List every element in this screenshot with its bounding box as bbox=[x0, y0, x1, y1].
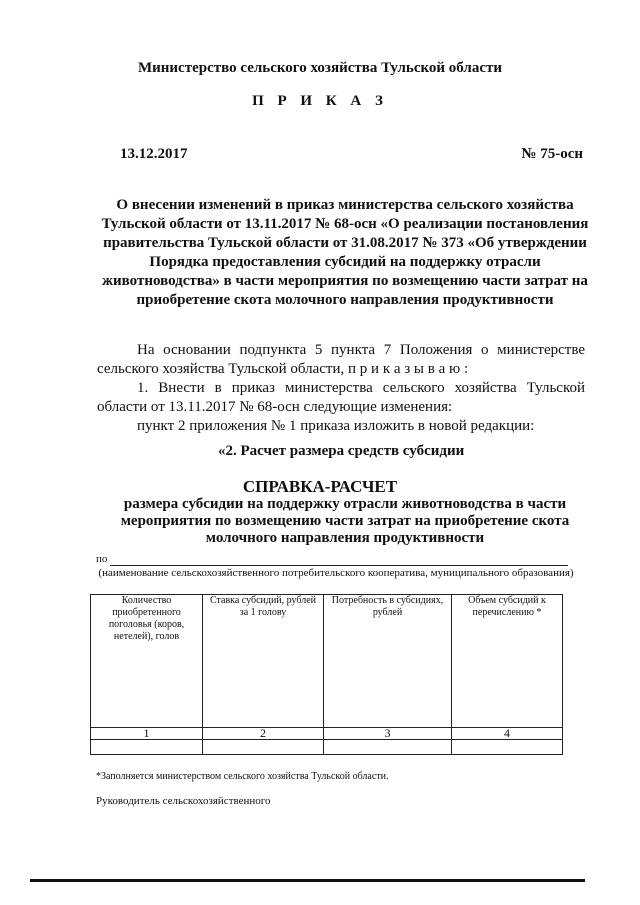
order-date: 13.12.2017 bbox=[120, 146, 188, 162]
section-title: «2. Расчет размера средств субсидии bbox=[218, 443, 465, 459]
item-1-paragraph: 1. Внести в приказ министерства сельского хозяйства Тульской области от 13.11.2017 № 68-осн следующие изменения: bbox=[97, 380, 585, 415]
footnote: *Заполняется министерством сельского хозяйства Тульской области. bbox=[96, 771, 389, 782]
spravka-subtitle: размера субсидии на поддержку отрасли животноводства в части мероприятия по возмещению части затрат на приобретение скота молочного направления продуктивности bbox=[120, 496, 570, 546]
page-bottom-rule bbox=[30, 879, 585, 882]
organization-name-caption: (наименование сельскохозяйственного потребительского кооператива, муниципального образования) bbox=[98, 567, 574, 579]
spravka-title: СПРАВКА-РАСЧЕТ bbox=[242, 477, 398, 496]
table-empty-cell bbox=[203, 740, 324, 755]
order-subject: О внесении изменений в приказ министерства сельского хозяйства Тульской области от 13.11.2017 № 68-осн «О реализации постановления правительства Тульской области от 31.08.2017 № 373 «Об утверждении Порядка предоставления субсидий на поддержку отрасли животноводства» в части мероприятия по возмещению части затрат на приобретение скота молочного направления продуктивности bbox=[101, 197, 589, 308]
header-cell-subsidy-need: Потребность в субсидиях, рублей bbox=[324, 595, 452, 728]
ministry-name: Министерство сельского хозяйства Тульской области bbox=[137, 60, 503, 76]
order-body bbox=[97, 341, 585, 436]
table-empty-row bbox=[91, 740, 563, 755]
table-empty-cell bbox=[452, 740, 563, 755]
order-number: № 75-осн bbox=[521, 146, 583, 162]
table-number-cell: 1 bbox=[91, 728, 203, 740]
document-type: П Р И К А З bbox=[252, 93, 388, 109]
organization-name-line bbox=[110, 565, 568, 566]
table-number-cell: 4 bbox=[452, 728, 563, 740]
table-empty-cell bbox=[91, 740, 203, 755]
header-cell-transfer-amount: Объем субсидий к перечислению * bbox=[452, 595, 563, 728]
table-number-cell: 3 bbox=[324, 728, 452, 740]
table-number-row bbox=[91, 728, 563, 740]
basis-paragraph: На основании подпункта 5 пункта 7 Положения о министерстве сельского хозяйства Тульской области, п р и к а з ы в а ю : bbox=[97, 342, 585, 377]
signature-label: Руководитель сельскохозяйственного bbox=[96, 795, 271, 807]
item-1-sub-paragraph: пункт 2 приложения № 1 приказа изложить в новой редакции: bbox=[137, 418, 535, 434]
table-number-cell: 2 bbox=[203, 728, 324, 740]
header-cell-subsidy-rate: Ставка субсидий, рублей за 1 голову bbox=[203, 595, 324, 728]
table-empty-cell bbox=[324, 740, 452, 755]
calculation-table bbox=[90, 594, 563, 755]
header-cell-livestock-count: Количество приобретенного поголовья (коров, нетелей), голов bbox=[91, 595, 203, 728]
table-header-row bbox=[91, 595, 563, 728]
po-label: по bbox=[96, 553, 108, 565]
